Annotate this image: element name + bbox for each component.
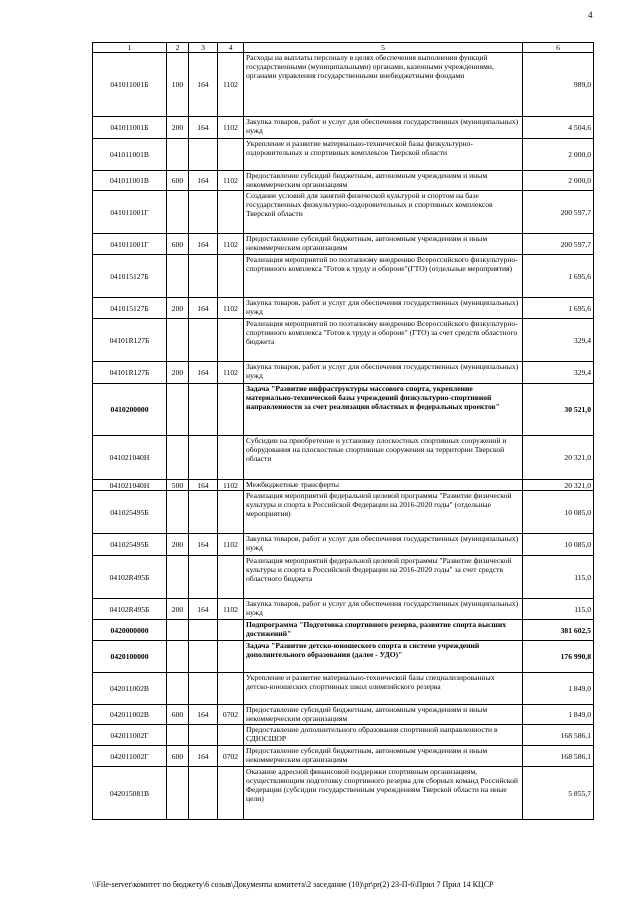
admin-code-cell: 164 [189,171,218,191]
admin-code-cell: 164 [189,117,218,139]
admin-code-cell: 164 [189,746,218,767]
table-row [93,620,594,641]
description-cell: Закупка товаров, работ и услуг для обеспечения государственных (муниципальных) нужд [244,298,523,319]
section-cell: 1102 [218,53,244,117]
admin-code-cell: 164 [189,298,218,319]
expense-type-cell: 200 [167,362,189,384]
table-row [93,255,594,298]
admin-code-cell [189,673,218,705]
admin-code-cell [189,641,218,673]
description-cell: Реализация мероприятий федеральной целевой программы "Развитие физической культуры и спорта в Российской Федерации на 2016-2020 годы" за счет средств областного бюджета [244,556,523,599]
amount-cell: 381 602,5 [523,620,594,641]
expense-type-cell [167,767,189,820]
code-cell: 041011001В [93,139,167,171]
table-row [93,362,594,384]
amount-cell: 2 000,0 [523,171,594,191]
admin-code-cell: 164 [189,234,218,255]
amount-cell: 2 000,0 [523,139,594,171]
description-cell: Укрепление и развитие материально-технической базы физкультурно-оздоровительных и спортивных комплексов Тверской области [244,139,523,171]
amount-cell: 1 849,0 [523,705,594,725]
code-cell: 0420000000 [93,620,167,641]
section-cell [218,384,244,436]
admin-code-cell [189,139,218,171]
expense-type-cell [167,491,189,534]
admin-code-cell [189,384,218,436]
description-cell: Задача "Развитие детско-юношеского спорта в системе учреждений дополнительного образования (далее - УДО)" [244,641,523,673]
code-cell: 0410200000 [93,384,167,436]
description-cell: Задача "Развитие инфраструктуры массового спорта, укрепление материально-технической базы учреждений физкультурно-спортивной направленности за счет реализации областных и федеральных проектов" [244,384,523,436]
admin-code-cell [189,436,218,480]
description-cell: Реализация мероприятий по поэтапному внедрению Всероссийского физкультурно-спортивного комплекса "Готов к труду и обороне" (ГТО) за счет средств областного бюджета [244,319,523,362]
section-cell [218,319,244,362]
description-cell: Субсидии на приобретение и установку плоскостных спортивных сооружений и оборудования на плоскостные спортивные сооружения на территории Тверской области [244,436,523,480]
amount-cell: 4 504,6 [523,117,594,139]
code-cell: 041021040Н [93,436,167,480]
table-row [93,191,594,234]
section-cell [218,255,244,298]
header-col-4: 4 [218,43,244,53]
section-cell [218,767,244,820]
table-header-row [93,43,594,53]
code-cell: 042011002В [93,673,167,705]
description-cell: Предоставление субсидий бюджетным, автономным учреждениям и иным некоммерческим организациям [244,705,523,725]
section-cell [218,620,244,641]
table-row [93,746,594,767]
expense-type-cell [167,556,189,599]
code-cell: 041011001Г [93,191,167,234]
header-col-5: 5 [244,43,523,53]
page-number: 4 [588,10,593,20]
amount-cell: 5 855,7 [523,767,594,820]
code-cell: 041011001Б [93,117,167,139]
code-cell: 042011002Г [93,746,167,767]
admin-code-cell [189,319,218,362]
expense-type-cell: 200 [167,298,189,319]
table-row [93,556,594,599]
expense-type-cell: 200 [167,599,189,620]
amount-cell: 1 849,0 [523,673,594,705]
amount-cell: 329,4 [523,362,594,384]
amount-cell: 115,0 [523,556,594,599]
admin-code-cell [189,725,218,746]
section-cell: 1102 [218,234,244,255]
description-cell: Закупка товаров, работ и услуг для обеспечения государственных (муниципальных) нужд [244,362,523,384]
description-cell: Предоставление субсидий бюджетным, автономным учреждениям и иным некоммерческим организациям [244,746,523,767]
section-cell: 1102 [218,362,244,384]
section-cell: 0702 [218,746,244,767]
description-cell: Закупка товаров, работ и услуг для обеспечения государственных (муниципальных) нужд [244,534,523,556]
admin-code-cell [189,255,218,298]
code-cell: 041025495Б [93,491,167,534]
table-row [93,436,594,480]
description-cell: Оказание адресной финансовой поддержки спортивным организациям, осуществляющим подготовку спортивного резерва для сборных команд Российской Федерации (субсидии государственным учреждениям Тверской области на иные цели) [244,767,523,820]
admin-code-cell [189,491,218,534]
table-row [93,705,594,725]
section-cell: 1102 [218,480,244,491]
description-cell: Реализация мероприятий по поэтапному внедрению Всероссийского физкультурно-спортивного комплекса "Готов к труду и обороне"(ГТО) (отдельные мероприятия) [244,255,523,298]
table-row [93,384,594,436]
expense-type-cell [167,384,189,436]
expense-type-cell [167,255,189,298]
amount-cell: 168 586,1 [523,746,594,767]
amount-cell: 200 597,7 [523,191,594,234]
table-row [93,534,594,556]
code-cell: 042015081В [93,767,167,820]
section-cell [218,436,244,480]
section-cell: 1102 [218,171,244,191]
section-cell [218,191,244,234]
expense-type-cell: 500 [167,480,189,491]
amount-cell: 989,0 [523,53,594,117]
code-cell: 041011001В [93,171,167,191]
amount-cell: 1 695,6 [523,255,594,298]
code-cell: 041011001Б [93,53,167,117]
expense-type-cell: 600 [167,746,189,767]
description-cell: Межбюджетные трансферты [244,480,523,491]
expense-type-cell [167,436,189,480]
table-row [93,725,594,746]
admin-code-cell [189,191,218,234]
table-row [93,767,594,820]
description-cell: Расходы на выплаты персоналу в целях обеспечения выполнения функций государственными (муниципальными) органами, казенными учреждениями, органами управления государственными внебюджетными фондами [244,53,523,117]
table-row [93,171,594,191]
code-cell: 041025495Б [93,534,167,556]
section-cell: 0702 [218,705,244,725]
section-cell [218,641,244,673]
expense-type-cell [167,191,189,234]
expense-type-cell [167,319,189,362]
table-row [93,480,594,491]
table-row [93,599,594,620]
description-cell: Предоставление субсидий бюджетным, автономным учреждениям и иным некоммерческим организациям [244,171,523,191]
amount-cell: 115,0 [523,599,594,620]
description-cell: Подпрограмма "Подготовка спортивного резерва, развитие спорта высших достижений" [244,620,523,641]
section-cell: 1102 [218,298,244,319]
amount-cell: 176 990,8 [523,641,594,673]
section-cell [218,725,244,746]
admin-code-cell: 164 [189,480,218,491]
code-cell: 042011002Г [93,725,167,746]
table-row [93,298,594,319]
amount-cell: 200 597,7 [523,234,594,255]
code-cell: 04101R127Б [93,362,167,384]
admin-code-cell: 164 [189,705,218,725]
expense-type-cell [167,620,189,641]
header-col-3: 3 [189,43,218,53]
section-cell [218,491,244,534]
admin-code-cell [189,620,218,641]
section-cell: 1102 [218,117,244,139]
section-cell: 1102 [218,534,244,556]
table-row [93,117,594,139]
admin-code-cell: 164 [189,534,218,556]
footer-file-path: \\File-server\комитет по бюджету\6 созыв\Документы комитета\2 заседание (10)\pr\pr(2) 23-П-6\Прил 7 Прил 14 КЦСР [92,880,494,889]
table-row [93,319,594,362]
admin-code-cell [189,556,218,599]
code-cell: 041015127Б [93,298,167,319]
amount-cell: 30 521,0 [523,384,594,436]
table-row [93,673,594,705]
expense-type-cell: 200 [167,117,189,139]
section-cell: 1102 [218,599,244,620]
expense-type-cell: 600 [167,705,189,725]
amount-cell: 168 586,1 [523,725,594,746]
admin-code-cell: 164 [189,362,218,384]
amount-cell: 20 321,0 [523,480,594,491]
expense-type-cell [167,139,189,171]
header-col-1: 1 [93,43,167,53]
amount-cell: 10 085,0 [523,534,594,556]
header-col-6: 6 [523,43,594,53]
description-cell: Реализация мероприятий федеральной целевой программы "Развитие физической культуры и спорта в Российской Федерации на 2016-2020 годы" (отдельные мероприятия) [244,491,523,534]
header-col-2: 2 [167,43,189,53]
expense-type-cell: 600 [167,234,189,255]
table-body [93,53,594,820]
admin-code-cell [189,767,218,820]
code-cell: 04101R127Б [93,319,167,362]
description-cell: Закупка товаров, работ и услуг для обеспечения государственных (муниципальных) нужд [244,117,523,139]
table-row [93,234,594,255]
code-cell: 041021040Н [93,480,167,491]
section-cell [218,139,244,171]
expense-type-cell: 600 [167,171,189,191]
expense-type-cell [167,641,189,673]
description-cell: Предоставление дополнительного образования спортивной направленности в СДЮСШОР [244,725,523,746]
code-cell: 042011002В [93,705,167,725]
amount-cell: 1 695,6 [523,298,594,319]
code-cell: 041011001Г [93,234,167,255]
table-row [93,491,594,534]
amount-cell: 10 085,0 [523,491,594,534]
section-cell [218,556,244,599]
admin-code-cell: 164 [189,53,218,117]
amount-cell: 329,4 [523,319,594,362]
code-cell: 041015127Б [93,255,167,298]
expense-type-cell: 100 [167,53,189,117]
table-row [93,53,594,117]
amount-cell: 20 321,0 [523,436,594,480]
description-cell: Предоставление субсидий бюджетным, автономным учреждениям и иным некоммерческим организациям [244,234,523,255]
expense-type-cell [167,673,189,705]
description-cell: Закупка товаров, работ и услуг для обеспечения государственных (муниципальных) нужд [244,599,523,620]
expense-type-cell [167,725,189,746]
expense-type-cell: 200 [167,534,189,556]
budget-table [92,42,594,820]
table-row [93,641,594,673]
code-cell: 0420100000 [93,641,167,673]
code-cell: 04102R495Б [93,556,167,599]
code-cell: 04102R495Б [93,599,167,620]
admin-code-cell: 164 [189,599,218,620]
description-cell: Создание условий для занятий физической культурой и спортом на базе государственных физкультурно-оздоровительных и спортивных комплексов Тверской области [244,191,523,234]
section-cell [218,673,244,705]
description-cell: Укрепление и развитие материально-технической базы специализированных детско-юношеских спортивных школ олимпийского резерва [244,673,523,705]
table-row [93,139,594,171]
